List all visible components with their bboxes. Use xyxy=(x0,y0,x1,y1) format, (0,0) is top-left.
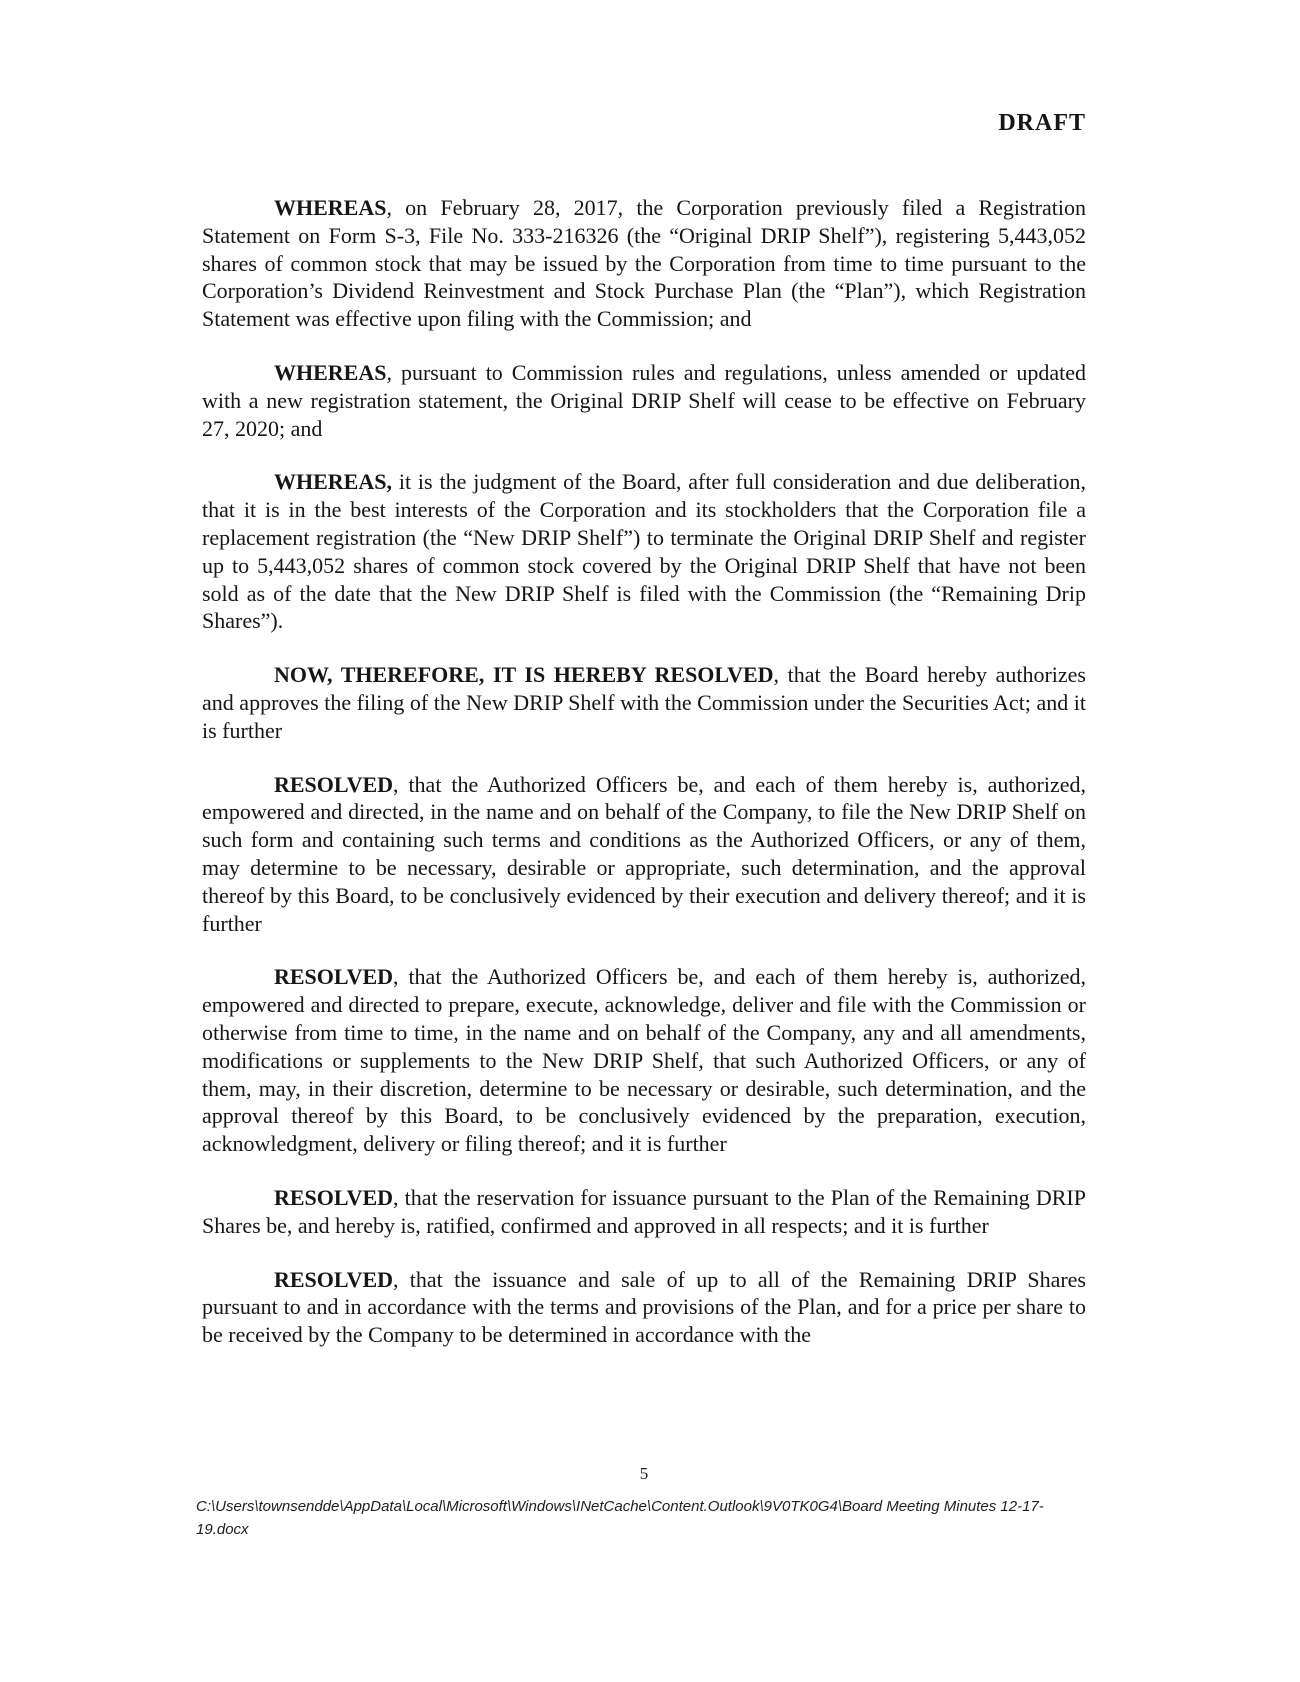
paragraph-text: , that the Authorized Officers be, and each of them hereby is, authorized, empowered and directed to prepare, execute, acknowledge, deliver and file with the Commission or otherwise from time to time, in the name and on behalf of the Company, any and all amendments, modifications or supplements to the New DRIP Shelf, that such Authorized Officers, or any of them, may, in their discretion, determine to be necessary or desirable, such determination, and the approval thereof by this Board, to be conclusively evidenced by the preparation, execution, acknowledgment, delivery or filing thereof; and it is further xyxy=(202,964,1086,1157)
paragraph-text: it is the judgment of the Board, after full consideration and due deliberation, that it is in the best interests of the Corporation and its stockholders that the Corporation file a replacement registration (the “New DRIP Shelf”) to terminate the Original DRIP Shelf and register up to 5,443,052 shares of common stock covered by the Original DRIP Shelf that have not been sold as of the date that the New DRIP Shelf is filed with the Commission (the “Remaining Drip Shares”). xyxy=(202,469,1086,634)
paragraph-lead: RESOLVED xyxy=(274,1266,394,1292)
paragraph-text: , on February 28, 2017, the Corporation previously filed a Registration Statement on Form S-3, File No. 333-216326 (the “Original DRIP Shelf”), registering 5,443,052 shares of common stock that may be issued by the Corporation from time to time pursuant to the Corporation’s Dividend Reinvestment and Stock Purchase Plan (the “Plan”), which Registration Statement was effective upon filing with the Commission; and xyxy=(202,195,1086,332)
paragraph-now-therefore-resolved xyxy=(202,661,1086,744)
paragraph-lead: RESOLVED xyxy=(274,964,394,990)
page-number: 5 xyxy=(639,1464,649,1483)
paragraph-text: , pursuant to Commission rules and regulations, unless amended or updated with a new registration statement, the Original DRIP Shelf will cease to be effective on February 27, 2020; and xyxy=(202,359,1086,441)
paragraph-lead: WHEREAS xyxy=(274,359,387,385)
paragraph-text: , that the Board hereby authorizes and approves the filing of the New DRIP Shelf with the Commission under the Securities Act; and it is further xyxy=(202,662,1086,743)
document-body xyxy=(202,194,1086,1375)
paragraph-resolved-4 xyxy=(202,1266,1086,1349)
paragraph-lead: WHEREAS, xyxy=(274,469,392,495)
document-file-path: C:\Users\townsendde\AppData\Local\Microsoft\Windows\INetCache\Content.Outlook\9V0TK0G4\Board Meeting Minutes 12-17-19.docx xyxy=(196,1498,1044,1538)
paragraph-text: , that the issuance and sale of up to all of the Remaining DRIP Shares pursuant to and in accordance with the terms and provisions of the Plan, and for a price per share to be received by the Company to be determined in accordance with the xyxy=(202,1266,1086,1348)
paragraph-whereas-2 xyxy=(202,359,1086,442)
draft-watermark-label: DRAFT xyxy=(998,110,1086,136)
paragraph-text: , that the reservation for issuance pursuant to the Plan of the Remaining DRIP Shares be, and hereby is, ratified, confirmed and approved in all respects; and it is further xyxy=(202,1184,1086,1238)
paragraph-lead: NOW, THEREFORE, IT IS HEREBY RESOLVED xyxy=(274,662,774,688)
paragraph-resolved-2 xyxy=(202,963,1086,1158)
paragraph-lead: RESOLVED xyxy=(274,771,394,797)
paragraph-text: , that the Authorized Officers be, and each of them hereby is, authorized, empowered and directed, in the name and on behalf of the Company, to file the New DRIP Shelf on such form and containing such terms and conditions as the Authorized Officers, or any of them, may determine to be necessary, desirable or appropriate, such determination, and the approval thereof by this Board, to be conclusively evidenced by their execution and delivery thereof; and it is further xyxy=(202,771,1086,936)
paragraph-resolved-3 xyxy=(202,1184,1086,1240)
paragraph-lead: WHEREAS xyxy=(274,195,387,220)
paragraph-whereas-3 xyxy=(202,468,1086,635)
paragraph-resolved-1 xyxy=(202,771,1086,938)
paragraph-lead: RESOLVED xyxy=(274,1184,394,1210)
paragraph-whereas-1 xyxy=(202,194,1086,333)
